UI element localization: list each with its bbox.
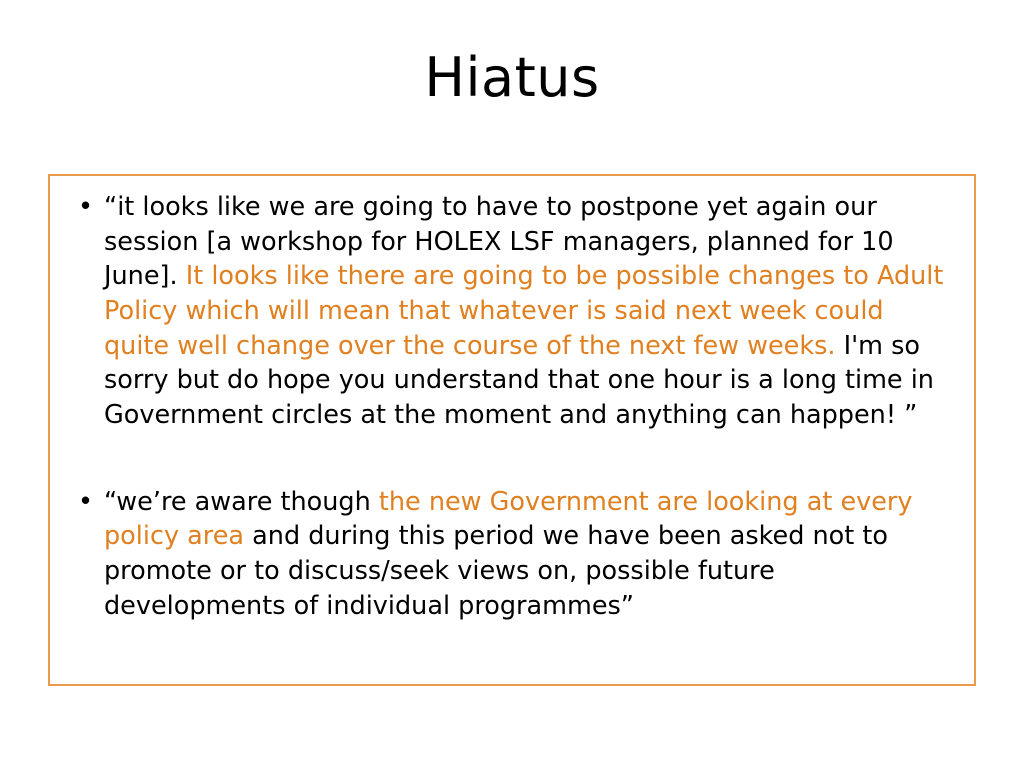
page-title: Hiatus	[424, 46, 600, 109]
list-item	[64, 190, 952, 433]
bullet-text-segment: I'm so sorry but do hope you understand that one hour is a long time in Government circles at the moment and anything can happen! ”	[104, 330, 934, 431]
bullet-text-segment-highlight: the new Government are looking at every policy area	[104, 486, 913, 552]
bullet-text-segment: “we’re aware though	[104, 486, 379, 517]
bullet-text-segment: and during this period we have been asked not to promote or to discuss/seek views on, possible future developments of individual programmes”	[104, 521, 888, 621]
bullet-list	[64, 190, 952, 623]
content-box	[48, 174, 976, 686]
bullet-marker: •	[78, 192, 94, 222]
list-item	[64, 485, 952, 624]
bullet-text-segment: “it looks like we are going to have to postpone yet again our session [a workshop for HOLEX LSF managers, planned for 10 June].	[104, 192, 894, 292]
bullet-marker: •	[78, 486, 94, 517]
bullet-text-segment-highlight: It looks like there are going to be possible changes to Adult Policy which will mean that whatever is said next week could quite well change over the course of the next few weeks.	[104, 261, 944, 361]
